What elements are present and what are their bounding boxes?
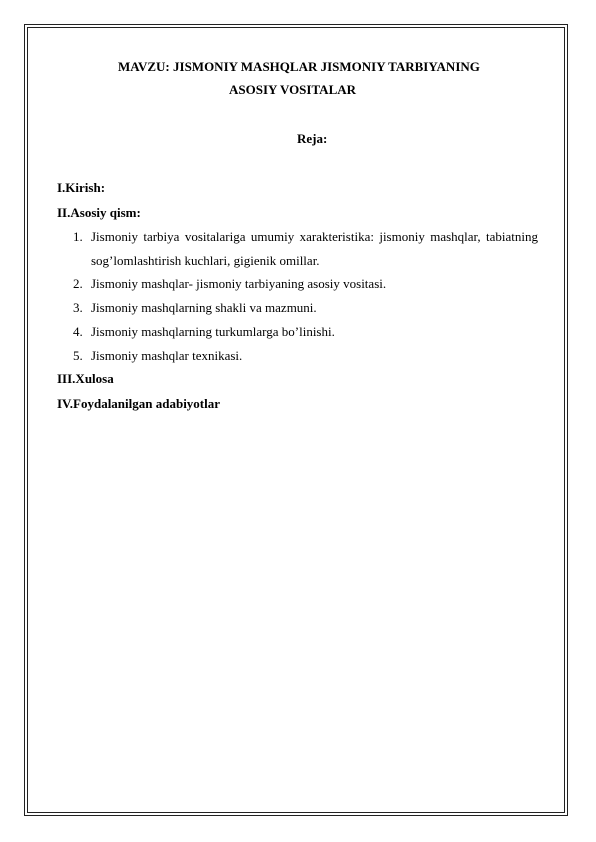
list-item-text: Jismoniy tarbiya vositalariga umumiy xarakteristika: jismoniy mashqlar, tabiatning sog’lomlashtirish kuchlari, gigienik omillar. <box>91 229 538 268</box>
list-item-text: Jismoniy mashqlarning turkumlarga bo’linishi. <box>91 324 335 339</box>
list-item-number: 3. <box>73 300 83 315</box>
list-item-text: Jismoniy mashqlarning shakli va mazmuni. <box>91 300 317 315</box>
list-item-text: Jismoniy mashqlar texnikasi. <box>91 348 243 363</box>
section-conclusion: III.Xulosa <box>57 371 114 386</box>
list-item-number: 1. <box>73 229 83 244</box>
list-item-number: 4. <box>73 324 83 339</box>
list-item <box>73 296 538 320</box>
page-border <box>24 24 568 816</box>
list-item-number: 5. <box>73 348 83 363</box>
section-introduction: I.Kirish: <box>57 180 106 195</box>
list-item <box>73 225 538 273</box>
section-references: IV.Foydalanilgan adabiyotlar <box>57 396 221 411</box>
list-item <box>73 344 538 368</box>
list-item <box>73 320 538 344</box>
list-item <box>73 272 538 296</box>
section-main-part: II.Asosiy qism: <box>57 205 141 220</box>
list-item-text: Jismoniy mashqlar- jismoniy tarbiyaning asosiy vositasi. <box>91 276 387 291</box>
list-item-number: 2. <box>73 276 83 291</box>
document-title-line-1: MAVZU: JISMONIY MASHQLAR JISMONIY TARBIYANING <box>118 59 480 74</box>
document-title-line-2: ASOSIY VOSITALAR <box>229 82 357 97</box>
plan-heading: Reja: <box>297 131 328 146</box>
